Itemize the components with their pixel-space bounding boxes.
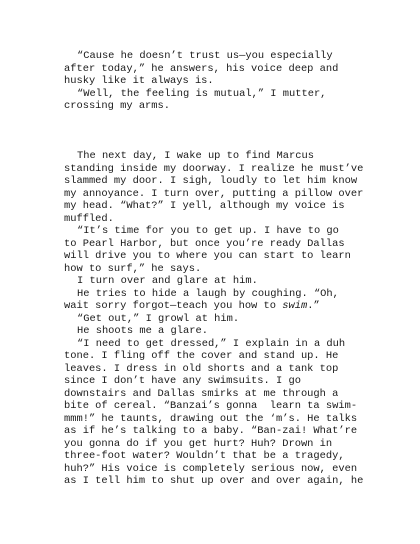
- text-line: as if he’s talking to a baby. “Ban-zai! What’re: [64, 425, 358, 437]
- text-line: “Well, the feeling is mutual,” I mutter,: [77, 88, 327, 100]
- text-line: downstairs and Dallas smirks at me through a: [64, 388, 339, 400]
- text-line: slammed my door. I sigh, loudly to let him know: [64, 175, 358, 187]
- text-line: my head. “What?” I yell, although my voice is: [64, 200, 345, 212]
- text-line: I turn over and glare at him.: [77, 275, 258, 287]
- text-line: after today,” he answers, his voice deep and: [64, 63, 339, 75]
- text-line: to Pearl Harbor, but once you’re ready Dallas: [64, 238, 345, 250]
- text-line: “Cause he doesn’t trust us—you especially: [77, 50, 333, 62]
- text-line: The next day, I wake up to find Marcus: [77, 150, 314, 162]
- text-line: since I don’t have any swimsuits. I go: [64, 375, 301, 387]
- text-line: “It’s time for you to get up. I have to go: [77, 225, 339, 237]
- text-line: as I tell him to shut up over and over again, he: [64, 475, 364, 487]
- text-line: leaves. I dress in old shorts and a tank top: [64, 363, 339, 375]
- text-line: bite of cereal. “Banzai’s gonna learn ta swim-: [64, 400, 358, 412]
- text-line: He tries to hide a laugh by coughing. “Oh,: [77, 288, 339, 300]
- text-line: huh?” His voice is completely serious now, even: [64, 463, 358, 475]
- text-line: He shoots me a glare.: [77, 325, 208, 337]
- text-line: crossing my arms.: [64, 100, 171, 112]
- text-line: standing inside my doorway. I realize he must’ve: [64, 163, 364, 175]
- text-line: husky like it always is.: [64, 75, 214, 87]
- text-line: tone. I fling off the cover and stand up. He: [64, 350, 339, 362]
- italic-word: swim: [282, 300, 308, 312]
- text-line: wait sorry forgot—teach you how to swim.”: [64, 300, 320, 312]
- text-line: muffled.: [64, 213, 114, 225]
- text-line: will drive you to where you can start to learn: [64, 250, 351, 262]
- text-line: mmm!” he taunts, drawing out the ‘m’s. He talks: [64, 413, 358, 425]
- text-line: my annoyance. I turn over, putting a pillow over: [64, 188, 364, 200]
- text-line: “I need to get dressed,” I explain in a duh: [77, 338, 346, 350]
- text-line: you gonna do if you get hurt? Huh? Drown in: [64, 438, 333, 450]
- text-line: “Get out,” I growl at him.: [77, 313, 240, 325]
- text-line: how to surf,” he says.: [64, 263, 202, 275]
- text-line: three-foot water? Wouldn’t that be a tragedy,: [64, 450, 345, 462]
